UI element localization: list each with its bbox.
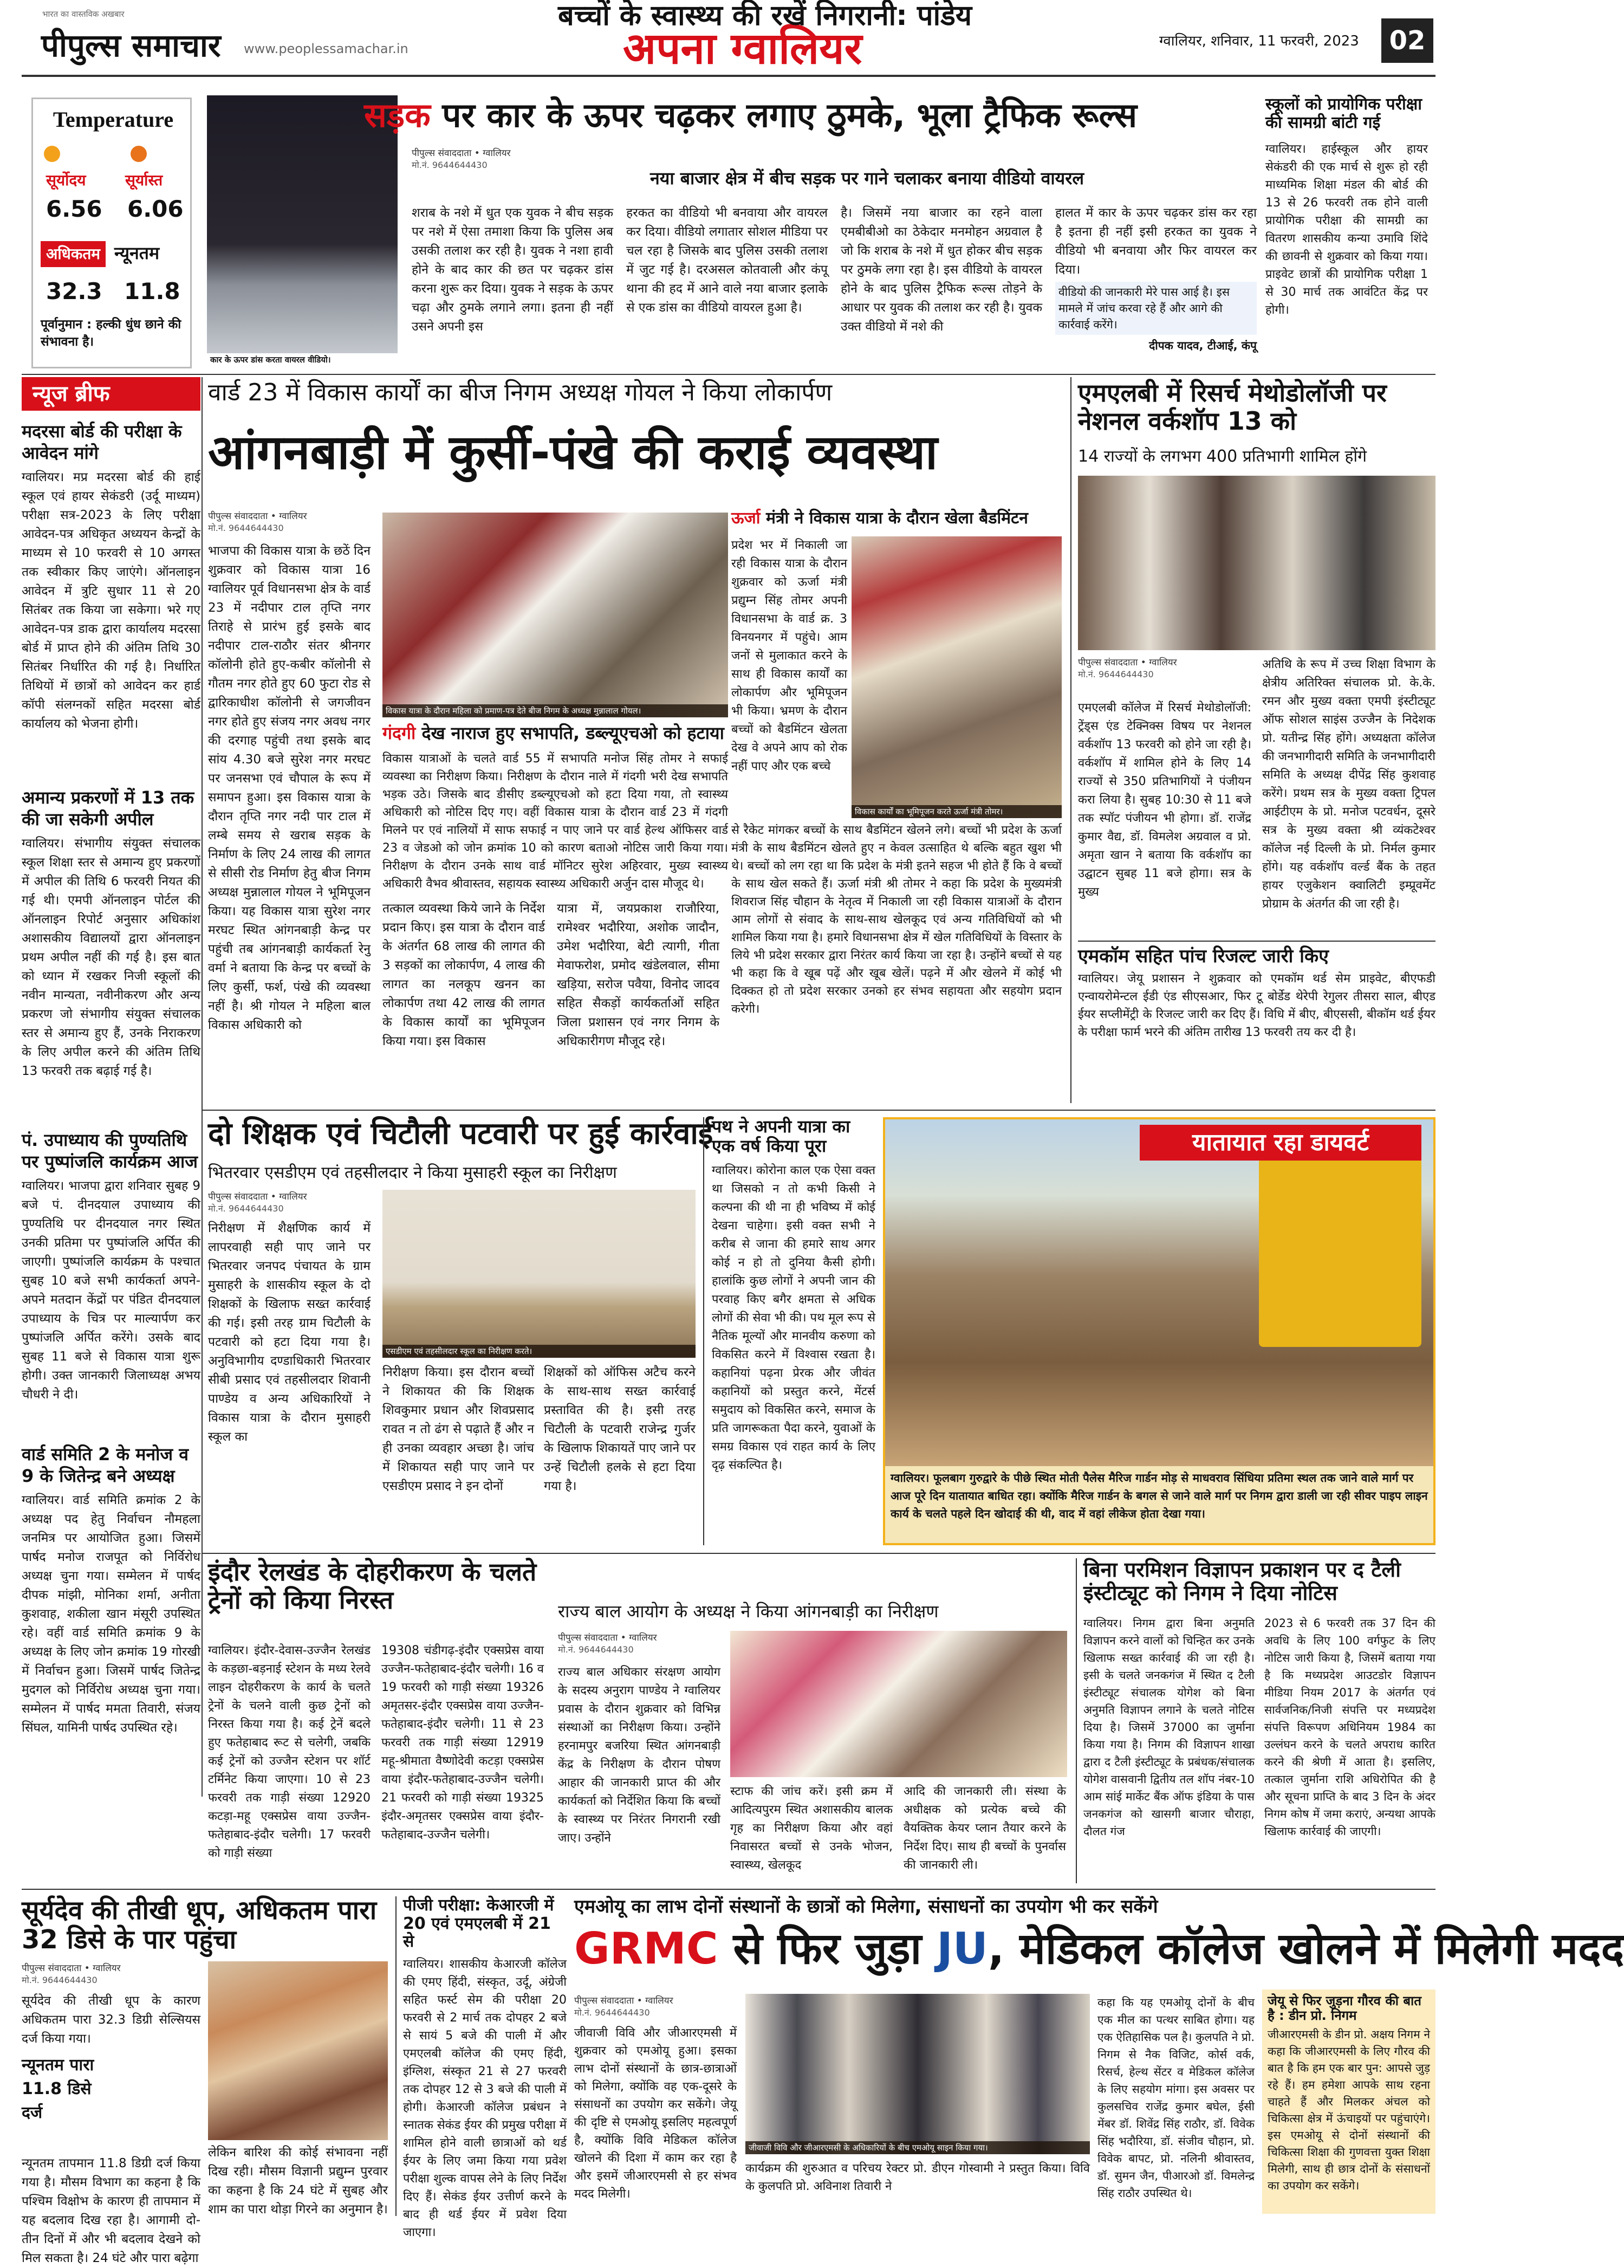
sunset-icon [131, 146, 147, 162]
sunrise-label: सूर्योदय [46, 171, 86, 189]
bhitarwar-body-1: निरीक्षण में शैक्षणिक कार्य में लापरवाही सही पाए जाने पर भितरवार जनपद पंचायत के ग्राम मुसाहरी के शासकीय स्कूल के दो शिक्षकों के खिलाफ सख्त कार्रवाई की गई। इसी तरह ग्राम चिटौली के पटवारी को हटा दिया गया है। अनुविभागीय दण्डाधिकारी भितरवार सीबी प्रसाद एवं तहसीलदार शिवानी पाण्डेय व अन्य अधिकारियों ने विकास यात्रा के दौरान मुसाहरी स्कूल का [208, 1221, 371, 1444]
brief-divider [202, 377, 203, 1797]
anganwadi-kicker: वार्ड 23 में विकास कार्यों का बीज निगम अध्यक्ष गोयल ने किया लोकार्पण [208, 379, 833, 406]
anganwadi-body-3: यात्रा में, जयप्रकाश राजौरिया, रामेश्वर भदौरिया, अशोक जादौन, उमेश भदौरिया, बेटी त्यागी, गीता मेवाफरोश, प्रमोद खंडेलवाल, सीमा खड़िया, सरोज पवैया, विनोद जादव सहित सैकड़ों कार्यकर्ताओं सहित जिला प्रशासन एवं नगर निगम के अधिकारीगण मौजूद रहे। [557, 902, 719, 1048]
section-rule-3 [203, 1553, 1435, 1554]
bhitarwar-body-3: शिक्षकों को ऑफिस अटैच करने के साथ-साथ सख्त कार्रवाई प्रस्तावित की है। इसी तरह चिटौली के पटवारी राजेन्द्र गुर्जर के खिलाफ शिकायतें पाए जाने पर उन्हें चिटौली हलके से हटा दिया गया है। [544, 1365, 696, 1493]
byline-mobile: मो.नं. 9644644430 [412, 160, 488, 170]
byline-mobile: मो.नं. 9644644430 [208, 1203, 284, 1214]
dean-box-body: जीआरएमसी के डीन प्रो. अक्षय निगम ने कहा कि जीआरएमसी के लिए गौरव की बात है कि हम एक बार पुन: आपसे जुड़ रहे हैं। हम हमेशा आपके साथ रहना चाहते हैं और मिलकर अंचल को चिकित्सा क्षेत्र में ऊंचाइयों पर पहुंचाएंगे। इस एमओयू से दोनों संस्थानों की चिकित्सा शिक्षा की गुणवत्ता युक्त शिक्षा मिलेगी, साथ ही छात्र दोनों के संसाधनों का उपयोग कर सकेंगे। [1268, 2027, 1430, 2192]
heat-headline: सूर्यदेव की तीखी धूप, अधिकतम पारा 32 डिसे के पार पहुंचा [22, 1895, 377, 1955]
news-brief-label: न्यूज ब्रीफ [22, 377, 200, 411]
grmc-headline [574, 1923, 1624, 1974]
section-rule-2 [203, 1110, 1435, 1111]
bhitarwar-byline [208, 1190, 371, 1214]
bhitarwar-headline: दो शिक्षक एवं चिटौली पटवारी पर हुई कार्रवाई [208, 1116, 713, 1151]
mlb-body-1: एमएलबी कॉलेज में रिसर्च मेथोडोलॉजी: ट्रेंड्स एंड टेक्निक्स विषय पर नेशनल वर्कशॉप 13 फरवरी को होने जा रही है। वर्कशॉप में शामिल होने के लिए 14 राज्यों से 350 प्रतिभागियों ने पंजीयन करा लिया है। सुबह 10:30 से 11 बजे तक स्पॉट पंजीयन भी होगा। डॉ. राजेंद्र कुमार वैद्य, डॉ. विमलेश अग्रवाल व प्रो. अमृता खान ने बताया कि वर्कशॉप का उद्घाटन सुबह 11 बजे होगा। सत्र के मुख्य [1078, 701, 1251, 899]
bhitarwar-body-2: निरीक्षण किया। इस दौरान बच्चों ने शिकायत की कि शिक्षक शिवकुमार प्रधान और शिवप्रसाद रावत न तो ढंग से पढ़ाते हैं और न ही उनका व्यवहार अच्छा है। जांच में शिकायत सही पाए जाने पर एसडीएम प्रसाद ने इन दोनों [382, 1365, 534, 1493]
pg-exam-body: ग्वालियर। शासकीय केआरजी कॉलेज की एमए हिंदी, संस्कृत, उर्दू, अंग्रेजी सहित फर्स्ट सेम की परीक्षा 20 फरवरी से 2 मार्च तक दोपहर 2 बजे से सायं 5 बजे की पाली में और एमएलबी कॉलेज की एमए हिंदी, इंग्लिश, संस्कृत 21 से 27 फरवरी तक दोपहर 12 से 3 बजे की पाली में होगी। केआरजी कॉलेज प्रबंधन ने स्नातक सेकंड ईयर की प्रमुख परीक्षा में शामिल होने वाली छात्राओं को थर्ड ईयर के लिए जमा किया गया प्रवेश परीक्षा शुल्क वापस लेने के लिए निर्देश दिए हैं। सेकंड ईयर उत्तीर्ण करने के बाद ही थर्ड ईयर में प्रवेश दिया जाएगा। [403, 1957, 567, 2239]
brand-logo: पीपुल्स समाचार [41, 27, 221, 64]
section-rule-4 [22, 1889, 1435, 1890]
heat-photo [208, 1961, 388, 2140]
sun-icon [44, 146, 60, 162]
byline-mobile: मो.नं. 9644644430 [208, 523, 284, 533]
weather-box [31, 98, 192, 368]
mcom-story [1078, 941, 1435, 1103]
children-subheadline: राज्य बाल आयोग के अध्यक्ष ने किया आंगनबाड़ी का निरीक्षण [558, 1601, 939, 1622]
brief-item-body: ग्वालियर। वार्ड समिति क्रमांक 2 के अध्यक्ष पद हेतु निर्वाचन नौमहला जनमित्र पर आयोजित हुआ। जिसमें पार्षद मनोज राजपूत को निर्विरोध अध्यक्ष चुना गया। सम्मेलन में पार्षद दीपक मांझी, मोनिका शर्मा, अनीता कुशवाह, शकीला खान मंसूरी उपस्थित रहे। वहीं वार्ड समिति क्रमांक 9 के अध्यक्ष के लिए जोन क्रमांक 19 गोरखी में निर्वाचन हुआ। जिसमें पार्षद जितेन्द्र मुदगल को निर्विरोध अध्यक्ष चुना गया। सम्मेलन में पार्षद ममता तिवारी, संजय सिंघल, यामिनी पार्षद उपस्थित रहे। [22, 1493, 200, 1735]
col-divider-1 [1070, 377, 1071, 1103]
sunrise-value: 6.56 [46, 196, 102, 222]
lead-photo [207, 95, 398, 366]
anganwadi-byline [208, 509, 371, 534]
anganwadi-photo-caption: विकास यात्रा के दौरान महिला को प्रमाण-पत्र देते बीज निगम के अध्यक्ष मुन्नालाल गोयल। [382, 704, 728, 717]
byline-text: पीपुल्स संवाददाता • ग्वालियर [558, 1632, 657, 1643]
byline-text: पीपुल्स संवाददाता • ग्वालियर [208, 1191, 307, 1202]
exam-materials-story [1265, 95, 1428, 366]
min-temp-value: 11.8 [124, 278, 180, 304]
children-headline: बच्चों के स्वास्थ्य की रखें निगरानी: पांडेय [558, 0, 972, 32]
children-body-1: राज्य बाल अधिकार संरक्षण आयोग के सदस्य अनुराग पाण्डेय ने ग्वालियर प्रवास के दौरान शुक्रवार को विभिन्न संस्थाओं का निरीक्षण किया। उन्होंने हरनामपुर बजरिया स्थित आंगनबाड़ी केंद्र के निरीक्षण के दौरान पोषण आहार की जानकारी प्राप्त की और कार्यकर्ता को निर्देशित किया कि बच्चों के स्वास्थ्य पर निरंतर निगरानी रखी जाए। उन्होंने [558, 1666, 720, 1845]
traffic-photo-box [883, 1117, 1435, 1545]
lead-headline [364, 96, 1263, 134]
heat-body-3: लेकिन बारिश की कोई संभावना नहीं दिख रही। मौसम विज्ञानी प्रद्युम्न पुरवार का कहना है कि 24 घंटे में सुबह और शाम का पारा थोड़ा गिरने का अनुमान है। [208, 2146, 388, 2217]
exam-body: ग्वालियर। हाईस्कूल और हायर सेकंडरी की एक मार्च से शुरू हो रही माध्यमिक शिक्षा मंडल की बोर्ड की 13 से 26 फरवरी तक होने वाली प्रायोगिक परीक्षा की सामग्री का वितरण शासकीय कन्या उमावि शिंदे की छावनी से शुक्रवार को किया गया। प्राइवेट छात्रों की प्रायोगिक परीक्षा 1 से 30 मार्च तक आवंटित केंद्र पर होगी। [1265, 142, 1428, 317]
ad-notice-body-1: ग्वालियर। निगम द्वारा बिना अनुमति विज्ञापन करने वालों को चिन्हित कर उनके खिलाफ सख्त कार्रवाई की जा रही है। इसी के चलते जनकगंज में स्थित द टैली इंस्टीट्यूट संचालक योगेश को बिना अनुमति विज्ञापन लगाने के चलते नोटिस दिया है। जिसमें 37000 का जुर्माना किया गया है। निगम की विज्ञापन शाखा द्वारा द टैली इंस्टीट्यूट के प्रबंधक/संचालक योगेश वासवानी द्वितीय तल शॉप नंबर-10 आम सांई मार्केट बैंक ऑफ इंडिया के पास जनकगंज को खासगी बाजार चौराहा, दौलत गंज [1083, 1617, 1255, 1838]
brief-item-1 [22, 420, 200, 778]
children-body-3: आदि की जानकारी ली। संस्था के अधीक्षक को प्रत्येक बच्चे की वैयक्तिक केयर प्लान तैयार करने के निर्देश दिए। साथ ही बच्चों के पुनर्वास की जानकारी ली। [904, 1785, 1066, 1872]
traffic-photo [885, 1119, 1433, 1466]
children-photo [730, 1631, 1067, 1777]
heat-body-1: सूर्यदेव की तीखी धूप के कारण अधिकतम पारा 32.3 डिग्री सेल्सियस दर्ज किया गया। [22, 1994, 200, 2046]
grmc-body-3: कहा कि यह एमओयू दोनों के बीच एक मील का पत्थर साबित होगा। यह एक ऐतिहासिक पल है। कुलपति ने प्रो. निगम से नैक विजिट, कोर्स वर्क, रिसर्च, हेल्थ सेंटर व मेडिकल कॉलेज के लिए सहयोग मांगा। इस अवसर पर कुलसचिव राजेंद्र कुमार बघेल, ईसी मेंबर डॉ. शिवेंद्र सिंह राठौर, डॉ. विवेक सिंह भदौरिया, डॉ. संजीव चौहान, प्रो. विवेक बापट, प्रो. नलिनी श्रीवास्तव, डॉ. सुमन जैन, पीआरओ डॉ. विमलेन्द्र सिंह राठौर उपस्थित थे। [1097, 1996, 1255, 2200]
urja-photo-caption: विकास कार्यों का भूमिपूजन करते ऊर्जा मंत्री तोमर। [852, 805, 1062, 818]
grmc-photo [745, 1994, 1090, 2154]
urja-kicker-rest: मंत्री ने विकास यात्रा के दौरान खेला बैडमिंटन [766, 509, 1028, 528]
urja-kicker-red: ऊर्जा [731, 509, 761, 528]
urja-headline [731, 509, 1062, 528]
urja-body-2: से रैकेट मांगकर बच्चों के साथ बैडमिंटन खेलने लगे। बच्चों भी प्रदेश के ऊर्जा मंत्री के साथ बैडमिंटन खेलते हुए न केवल उत्साहित थे बल्कि बहुत खुश भी थे। बच्चों को लग रहा था कि प्रदेश के मंत्री इतने सहज भी होते हैं कि वे बच्चों के साथ खेल सकते हैं। ऊर्जा मंत्री श्री तोमर ने कहा कि प्रदेश के मुख्यमंत्री शिवराज सिंह चौहान के नेतृत्व में निकाली जा रही विकास यात्राओं के दौरान आम लोगों से संवाद के साथ-साथ खेलकूद एवं अन्य गतिविधियों को भी शामिल किया गया है। हमारे विधानसभा क्षेत्र में खेल गतिविधियों के विस्तार के लिये भी प्रदेश सरकार द्वारा निरंतर कार्य किया जा रहा है। उन्होंने बच्चों से यह भी कहा कि वे खूब पढ़ें और खूब खेलें। पढ़ने में और खेलने में कोई भी दिक्कत हो तो प्रदेश सरकार उनको हर संभव सहायता और सहयोग प्रदान करेगी। [731, 824, 1062, 1016]
weather-title: Temperature [53, 107, 174, 132]
mlb-subheadline: 14 राज्यों के लगभग 400 प्रतिभागी शामिल होंगे [1078, 447, 1367, 466]
brief-item-body: ग्वालियर। संभागीय संयुक्त संचालक स्कूल शिक्षा स्तर से अमान्य हुए प्रकरणों में अपील की तिथि 6 फरवरी नियत की गई थी। एमपी ऑनलाइन पोर्टल की ऑनलाइन रिपोर्ट अनुसार अधिकांश अशासकीय विद्यालयों द्वारा ऑनलाइन प्रथम अपील नहीं की गई है। इस बात को ध्यान में रखकर निजी स्कूलों की नवीन मान्यता, नवीनीकरण और अन्य प्रकरण जो संभागीय संयुक्त संचालक स्तर से अमान्य हुए हैं, उनके निराकरण के लिए अपील करने की अंतिम तिथि 13 फरवरी तक बढ़ाई गई है। [22, 837, 200, 1078]
brand-small: भारत का वास्तविक अखबार [42, 9, 125, 19]
mcom-headline: एमकॉम सहित पांच रिजल्ट जारी किए [1078, 945, 1329, 967]
lead-body-4: हालत में कार के ऊपर चढ़कर डांस कर रहा है इतना ही नहीं इसी हरकत का युवक ने वीडियो भी बनवाया और फिर वायरल कर दिया। [1055, 206, 1257, 277]
grmc-body-1: जीवाजी विवि और जीआरएमसी में शुक्रवार को एमओयू हुआ। इसका लाभ दोनों संस्थानों के छात्र-छात्राओं को मिलेगा, क्योंकि वह एक-दूसरे के संसाधनों का उपयोग कर सकेंगे। जेयू की दृष्टि से एमओयू इसलिए महत्वपूर्ण है, क्योंकि विवि मेडिकल कॉलेज खोलने की दिशा में काम कर रहा है और इसमें जीआरएमसी से हर संभव मदद मिलेगी। [574, 2026, 737, 2201]
grmc-kicker: एमओयू का लाभ दोनों संस्थानों के छात्रों को मिलेगा, संसाधनों का उपयोग भी कर सकेंगे [574, 1896, 1158, 1917]
garbage-subheadline [382, 724, 728, 743]
brief-item-body: ग्वालियर। मप्र मदरसा बोर्ड की हाई स्कूल एवं हायर सेकंडरी (उर्दू माध्यम) परीक्षा सत्र-2023 के लिए परीक्षा आवेदन-पत्र अधिकृत अध्ययन केन्द्रों के माध्यम से 10 फरवरी से 10 अगस्त तक स्वीकार किए जाएंगे। ऑनलाइन आवेदन में त्रुटि सुधार 11 से 20 सितंबर तक किया जा सकेगा। भरे गए आवेदन-पत्र डाक द्वारा कार्यालय मदरसा बोर्ड में प्राप्त होने की अंतिम तिथि 30 सितंबर निर्धारित की गई है। निर्धारित तिथियों में छात्रों को आवेदन कर हार्ड कॉपी संलग्नकों सहित मदरसा बोर्ड कार्यालय को भेजना होगी। [22, 470, 200, 731]
brief-item-title: पं. उपाध्याय की पुण्यतिथि पर पुष्पांजलि कार्यक्रम आज [22, 1130, 198, 1172]
page-number: 02 [1381, 18, 1433, 63]
byline-mobile: मो.नं. 9644644430 [22, 1975, 98, 1985]
lead-body-3: है। जिसमें नया बाजार का रहने वाला एमबीबीओ का ठेकेदार मनमोहन अग्रवाल है जो कि शराब के नशे में धुत होकर बीच सड़क पर ठुमके लगा रहा है। इस वीडियो के वायरल होने के बाद पुलिस ट्रैफिक रूल्स तोड़ने के आधार पर युवक की तलाश कर रही है। युवक उक्त वीडियो में नशे की [841, 206, 1042, 334]
anganwadi-headline: आंगनबाड़ी में कुर्सी-पंखे की कराई व्यवस्था [208, 424, 938, 480]
dateline: ग्वालियर, शनिवार, 11 फरवरी, 2023 [1159, 33, 1359, 49]
traffic-badge: यातायात रहा डायवर्ट [1140, 1125, 1421, 1161]
heat-byline [22, 1961, 200, 1986]
byline-text: पीपुल्स संवाददाता • ग्वालियर [412, 148, 511, 159]
anganwadi-body-1: भाजपा की विकास यात्रा के छठें दिन शुक्रवार को विकास यात्रा 16 ग्वालियर पूर्व विधानसभा क्षेत्र के वार्ड 23 में नदीपार टाल तृप्ति नगर तिराहे से प्रारंभ हुई इसके बाद नदीपार टाल-राठौर संतर श्रीनगर कॉलोनी होते हुए-कबीर कॉलोनी से गौतम नगर होते हुए 60 फुटा रोड से द्वारिकाधीश कॉलोनी से जगजीवन नगर होते हुए संजय नगर अवध नगर की दरगाह पहुंची तथा इसके बाद सांय 4.30 बजे सुरेश नगर मरघट पर जनसभा एवं चौपाल के रूप में समापन हुआ। इस विकास यात्रा के दौरान तृप्ति नगर नदी पार टाल में लम्बे समय से खराब सड़क के निर्माण के लिए 24 लाख की लागत से सीसी रोड निर्माण हेतु बीज निगम अध्यक्ष मुन्नालाल गोयल ने भूमिपूजन किया। यह विकास यात्रा सुरेश नगर मरघट स्थित आंगनबाड़ी केन्द्र पर पहुंची तब आंगनबाड़ी कार्यकर्ता रेनु वर्मा ने बताया कि केन्द्र पर बच्चों के लिए कुर्सी, फर्श, पंखे की व्यवस्था नहीं है। श्री गोयल ने महिला बाल विकास अधिकारी को [208, 544, 371, 1032]
traffic-caption: ग्वालियर। फूलबाग गुरुद्वारे के पीछे स्थित मोती पैलेस मैरिज गार्डन मोड़ से माधवराव सिंधिया प्रतिमा स्थल तक जाने वाले मार्ग पर आज पूरे दिन यातायात बाधित रहा। क्योंकि मैरिज गार्डन के बगल से जाने वाले मार्ग पर निगम द्वारा डाली जा रही सीवर पाइप लाइन कार्य के चलते पहले दिन खोदाई की थी, वाद में वहां लीकेज होता देखा गया। [885, 1466, 1433, 1543]
ad-notice-body-2: 2023 से 6 फरवरी तक 37 दिन की अवधि के लिए 100 वर्गफुट के लिए नोटिस जारी किया है, जिसमें बताया गया है कि मध्यप्रदेश आउटडोर विज्ञापन मीडिया नियम 2017 के अंतर्गत एवं सार्वजनिक/निजी संपत्ति पर मध्यप्रदेश संपत्ति विरूपण अधिनियम 1984 का उल्लंघन करने के चलते अपराध कारित करने की श्रेणी में आता है। इसलिए, तत्काल जुर्माना राशि अधिरोपित की है और सूचना प्राप्ति के बाद 3 दिन के अंदर निगम कोष में जमा कराएं, अन्यथा आपके खिलाफ कार्रवाई की जाएगी। [1264, 1617, 1435, 1838]
grmc-title-grmc: GRMC [574, 1923, 718, 1974]
brief-item-body: ग्वालियर। भाजपा द्वारा शनिवार सुबह 9 बजे पं. दीनदयाल उपाध्याय की पुण्यतिथि पर दीनदयाल नगर स्थित उनकी प्रतिमा पर पुष्पांजलि अर्पित की जाएगी। पुष्पांजलि कार्यक्रम के पश्चात सुबह 10 बजे सभी कार्यकर्ता अपने-अपने मतदान केंद्रों पर पंडित दीनदयाल उपाध्याय के चित्र पर माल्यार्पण कर पुष्पांजलि अर्पित करेंगे। उसके बाद सुबह 11 बजे से विकास यात्रा शुरू होगी। उक्त जानकारी जिलाध्यक्ष अभय चौधरी ने दी। [22, 1179, 200, 1402]
pg-exam-story [395, 1896, 567, 2239]
mlb-body-2: अतिथि के रूप में उच्च शिक्षा विभाग के क्षेत्रीय अतिरिक्त संचालक प्रो. के.के. रमन और मुख्य वक्ता एमपी इंस्टीट्यूट ऑफ सोशल साइंस उज्जैन के निदेशक प्रो. यतीन्द्र सिंह होंगे। अध्यक्षता कॉलेज की जनभागीदारी समिति के जनभागीदारी समिति के अध्यक्ष दीपेंद्र सिंह कुशवाह करेंगे। प्रथम सत्र के मुख्य वक्ता ट्रिपल आईटीएम के प्रो. मनोज पटवर्धन, दूसरे सत्र के मुख्य वक्ता श्री व्यंकटेश्वर कॉलेज नई दिल्ली के प्रो. निर्मल कुमार होंगे। यह वर्कशॉप वर्ल्ड बैंक के तहत हायर एजुकेशन क्वालिटी इम्प्रूवमेंट प्रोग्राम के अंतर्गत की जा रही है। [1262, 658, 1435, 911]
brief-item-title: अमान्य प्रकरणों में 13 तक की जा सकेगी अपील [22, 787, 194, 830]
heat-inline-box: न्यूनतम पारा 11.8 डिसे दर्ज [22, 2056, 94, 2122]
ad-notice-headline: बिना परमिशन विज्ञापन प्रकाशन पर द टैली इंस्टीट्यूट को निगम ने दिया नोटिस [1083, 1558, 1401, 1605]
website[interactable]: www.peoplessamachar.in [244, 41, 408, 56]
brief-item-2 [22, 787, 200, 1123]
mlb-photo [1078, 476, 1435, 650]
sunset-value: 6.06 [127, 196, 184, 222]
indore-body-1: ग्वालियर। इंदौर-देवास-उज्जैन रेलखंड के कड़छा-बड़नाई स्टेशन के मध्य रेलवे लाइन दोहरीकरण के कार्य के चलते ट्रेनों के चलने वाली कुछ ट्रेनों को निरस्त किया गया है। कई ट्रेनें बदले हुए फतेहाबाद रूट से चलेगी, जबकि कई ट्रेनों को उज्जैन स्टेशन पर शॉर्ट टर्मिनेट किया जाएगा। 10 से 23 फरवरी तक गाड़ी संख्या 12920 कटड़ा-महू एक्सप्रेस वाया उज्जैन-फतेहाबाद-इंदौर चलेगी। 17 फरवरी को गाड़ी संख्या [208, 1644, 371, 1860]
garbage-kicker-rest: देख नाराज हुए सभापति, डब्ल्यूएचओ को हटाया [421, 723, 724, 743]
anganwadi-body-2: तत्काल व्यवस्था किये जाने के निर्देश प्रदान किए। इस यात्रा के दौरान वार्ड के अंतर्गत 68 लाख की लागत की 3 सड़कों का लोकार्पण, 4 लाख की लागत का नलकूप खनन का लोकार्पण तथा 42 लाख की लागत के विकास कार्यों का भूमिपूजन किया गया। इस विकास [382, 902, 545, 1048]
mlb-headline: एमएलबी में रिसर्च मेथोडोलॉजी पर नेशनल वर्कशॉप 13 को [1078, 378, 1387, 436]
brief-item-title: मदरसा बोर्ड की परीक्षा के आवेदन मांगे [22, 421, 182, 463]
grmc-title-ju: JU [937, 1923, 988, 1974]
mcom-body: ग्वालियर। जेयू प्रशासन ने शुक्रवार को एमकॉम थर्ड सेम प्राइवेट, बीएफडी एन्वायरोमेन्टल ईडी एंड सीएसआर, फिर टू बोर्डेड थेरेपी रेगुलर तीसरा साल, बीएड ईयर सप्लीमेंट्री के रिजल्ट जारी कर दिए हैं। विधि में बीए, बीएससी, बीकॉम थर्ड ईयर के परीक्षा फार्म भरने की अंतिम तारीख 13 फरवरी तय कर दी है। [1078, 972, 1435, 1040]
indore-body-2: 19308 चंडीगढ़-इंदौर एक्सप्रेस वाया उज्जैन-फतेहाबाद-इंदौर चलेगी। 16 व 19 फरवरी को गाड़ी संख्या 19326 अमृतसर-इंदौर एक्सप्रेस वाया उज्जैन-फतेहाबाद-इंदौर चलेगी। 11 से 23 फरवरी तक गाड़ी संख्या 12919 महू-श्रीमाता वैष्णोदेवी कटड़ा एक्सप्रेस वाया इंदौर-फतेहाबाद-उज्जैन चलेगी। 21 फरवरी को गाड़ी संख्या 19325 इंदौर-अमृतसर एक्सप्रेस वाया इंदौर-फतेहाबाद-उज्जैन चलेगी। [381, 1644, 544, 1842]
quote-text: वीडियो की जानकारी मेरे पास आई है। इस मामले में जांच करवा रहे हैं और आगे की कार्रवाई करेंगे। [1055, 282, 1257, 335]
col-divider-2 [1076, 1558, 1077, 1883]
lead-body-2: हरकत का वीडियो भी बनवाया और वायरल कर दिया। वीडियो लगातार सोशल मीडिया पर चल रहा है जिसके बाद पुलिस उसकी तलाश में जुट गई है। दरअसल कोतवाली और कंपू थाना की हद में आने वाले नया बाजार इलाके से एक डांस का वीडियो वायरल हुआ है। [626, 206, 828, 315]
byline-text: पीपुल्स संवाददाता • ग्वालियर [1078, 657, 1177, 668]
urja-body-1: प्रदेश भर में निकाली जा रही विकास यात्रा के दौरान शुक्रवार को ऊर्जा मंत्री प्रद्युम्न सिंह तोमर अपनी विधानसभा के वार्ड क्र. 3 विनयनगर में पहुंचे। आम जनों से मुलाकात करने के साथ ही विकास कार्यों का लोकार्पण और भूमिपूजन भी किया। भ्रमण के दौरान बच्चों को बैडमिंटन खेलता देख वे अपने आप को रोक नहीं पाए और एक बच्चे [731, 539, 847, 773]
path-headline: पथ ने अपनी यात्रा का एक वर्ष किया पूरा [712, 1116, 850, 1156]
brief-item-title: वार्ड समिति 2 के मनोज व 9 के जितेन्द्र बने अध्यक्ष [22, 1444, 189, 1486]
grmc-photo-caption: जीवाजी विवि और जीआरएमसी के अधिकारियों के बीच एमओयू साइन किया गया। [745, 2141, 1090, 2154]
lead-body-1: शराब के नशे में धुत एक युवक ने बीच सड़क पर नशे में ऐसा तमाशा किया कि पुलिस अब उसकी तलाश कर रही है। युवक ने नशा हावी होने के बाद कार की छत पर चढ़कर डांस करना शुरू कर दिया। युवक ने सड़क के ऊपर चढ़ा और ठुमके लगाने लगा। इतना ही नहीं उसने अपनी इस [412, 206, 613, 334]
lead-photo-caption: कार के ऊपर डांस करता वायरल वीडियो। [207, 353, 398, 366]
brief-item-4 [22, 1443, 200, 1790]
anganwadi-photo [382, 513, 728, 717]
max-temp-value: 32.3 [46, 278, 102, 304]
byline-text: पीपुल्स संवाददाता • ग्वालियर [574, 1995, 673, 2006]
max-temp-label: अधिकतम [41, 241, 106, 267]
grmc-title-mid: से फिर जुड़ा [733, 1923, 922, 1974]
quote-author: दीपक यादव, टीआई, कंपू [1149, 339, 1257, 352]
pg-exam-headline: पीजी परीक्षा: केआरजी में 20 एवं एमएलबी में 21 से [403, 1896, 554, 1952]
brief-item-3 [22, 1129, 200, 1438]
grmc-dean-box [1262, 1990, 1435, 2214]
min-temp-label: न्यूनतम [114, 243, 160, 263]
garbage-kicker-red: गंदगी [382, 723, 416, 743]
lead-subheadline: नया बाजार क्षेत्र में बीच सड़क पर गाने चलाकर बनाया वीडियो वायरल [650, 168, 1084, 189]
bhitarwar-photo [382, 1190, 696, 1358]
byline-text: पीपुल्स संवाददाता • ग्वालियर [208, 511, 307, 522]
dean-box-title: जेयू से फिर जुड़ना गौरव की बात है : डीन प्रो. निगम [1268, 1993, 1421, 2023]
heat-body-2: न्यूनतम तापमान 11.8 डिग्री दर्ज किया गया है। मौसम विभाग का कहना है कि पश्चिम विक्षोभ के कारण ही तापमान में यह बदलाव दिख रहा है। आगामी दो-तीन दिनों में और भी बदलाव देखने को मिल सकता है। 24 घंटे और पारा बढ़ेगा [22, 2156, 200, 2265]
byline-mobile: मो.नं. 9644644430 [1078, 669, 1154, 679]
bhitarwar-photo-caption: एसडीएम एवं तहसीलदार स्कूल का निरीक्षण करते। [382, 1345, 696, 1358]
path-story [703, 1117, 875, 1545]
lead-byline [412, 146, 601, 171]
forecast-text: पूर्वानुमान : हल्की धुंध छाने की संभावना है। [41, 317, 181, 349]
section-title: अपना ग्वालियर [623, 23, 862, 74]
exam-title: स्कूलों को प्रायोगिक परीक्षा की सामग्री बांटी गई [1265, 95, 1422, 132]
sunset-label: सूर्यास्त [125, 171, 163, 189]
jcb-shape [1259, 1152, 1421, 1347]
grmc-byline [574, 1994, 737, 2018]
mlb-byline [1078, 656, 1251, 680]
byline-mobile: मो.नं. 9644644430 [558, 1644, 634, 1655]
children-byline [558, 1631, 720, 1655]
bhitarwar-subheadline: भितरवार एसडीएम एवं तहसीलदार ने किया मुसाहरी स्कूल का निरीक्षण [208, 1163, 617, 1182]
section-rule-1 [22, 374, 1435, 375]
path-body: ग्वालियर। कोरोना काल एक ऐसा वक्त था जिसको न तो कभी किसी ने कल्पना की थी ना ही भविष्य में कोई देखना चाहेगा। इसी वक्त सभी ने करीब से जाना की हमारे साथ अगर कोई न हो तो दुनिया कैसी होगी। हालांकि कुछ लोगों ने अपनी जान की परवाह किए बगैर क्षमता से अधिक लोगों की सेवा भी की। पथ मूल रूप से नैतिक मूल्यों और मानवीय करुणा को विकसित करने में विश्वास रखता है। कहानियां पढ़ना प्रेरक और जीवंत कहानियों को प्रस्तुत करने, मेंटर्स समुदाय को विकसित करने, समाज के प्रति जागरूकता पैदा करने, युवाओं के समग्र विकास एवं राहत कार्य के लिए दृढ़ संकल्पित है। [712, 1163, 875, 1472]
lead-headline-red: सड़क [364, 95, 431, 135]
lead-headline-rest: पर कार के ऊपर चढ़कर लगाए ठुमके, भूला ट्रैफिक रूल्स [442, 95, 1138, 135]
indore-headline: इंदौर रेलखंड के दोहरीकरण के चलते ट्रेनों को किया निरस्त [208, 1557, 537, 1615]
grmc-title-end: , मेडिकल कॉलेज खोलने में मिलेगी मदद [988, 1923, 1624, 1974]
byline-mobile: मो.नं. 9644644430 [574, 2007, 650, 2018]
grmc-body-2: कार्यक्रम की शुरुआत व परिचय रेक्टर प्रो. डीएन गोस्वामी ने प्रस्तुत किया। विवि के कुलपति प्रो. अविनाश तिवारी ने [745, 2162, 1090, 2193]
byline-text: पीपुल्स संवाददाता • ग्वालियर [22, 1963, 121, 1974]
lead-quote [1055, 282, 1257, 363]
urja-photo [852, 536, 1062, 818]
masthead-rule [22, 75, 1435, 77]
children-body-2: स्टाफ की जांच करें। इसी क्रम में आदित्यपुरम स्थित अशासकीय बालक गृह का निरीक्षण किया और वहां निवासरत बच्चों से उनके भोजन, स्वास्थ्य, खेलकूद [730, 1785, 893, 1872]
garbage-body: विकास यात्राओं के चलते वार्ड 55 में सभापति मनोज सिंह तोमर ने सफाई व्यवस्था का निरीक्षण किया। निरीक्षण के दौरान नाले में गंदगी भरी देख सभापति भड़क उठे। जिसके बाद डीसीए डब्ल्यूएचओ को हटा दिया गया, तो स्वास्थ्य अधिकारी को नोटिस दिए गए। वहीं विकास यात्रा के दौरान वार्ड 23 में गंदगी मिलने पर एवं नालियों में साफ सफाई न पाए जाने पर वार्ड हेल्थ ऑफिसर वार्ड 23 व जेडओ को जोन क्रमांक 10 को कारण बताओ नोटिस जारी किया गया। निरीक्षण के दौरान उनके साथ वार्ड मॉनिटर सुरेश अहिरवार, मुख्य स्वास्थ्य अधिकारी वैभव श्रीवास्तव, सहायक स्वास्थ्य अधिकारी अर्जुन दास मौजूद थे। [382, 752, 728, 891]
